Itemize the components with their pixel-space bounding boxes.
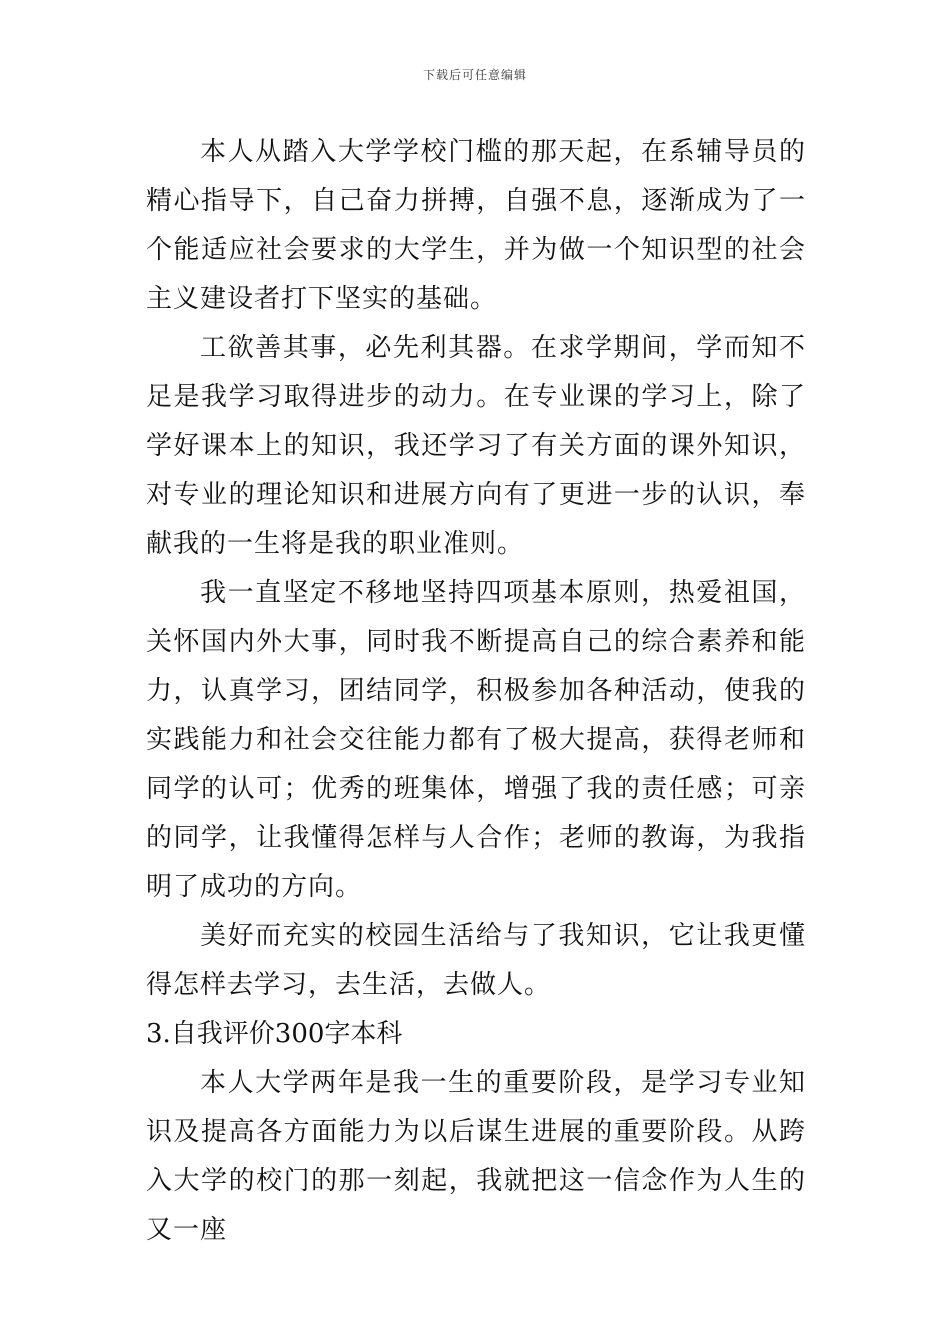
section-paragraph: 本人大学两年是我一生的重要阶段，是学习专业知识及提高各方面能力为以后谋生进展的重要阶段。从跨入大学的校门的那一刻起，我就把这一信念作为人生的又一座: [146, 1068, 806, 1245]
paragraph-1: 本人从踏入大学学校门槛的那天起，在系辅导员的精心指导下，自己奋力拼搏，自强不息，逐渐成为了一个能适应社会要求的大学生，并为做一个知识型的社会主义建设者打下坚实的基础。: [146, 137, 806, 314]
paragraph-3: 我一直坚定不移地坚持四项基本原则，热爱祖国，关怀国内外大事，同时我不断提高自己的综合素养和能力，认真学习，团结同学，积极参加各种活动，使我的实践能力和社会交往能力都有了极大提高，获得老师和同学的认可；优秀的班集体，增强了我的责任感；可亲的同学，让我懂得怎样与人合作；老师的教诲，为我指明了成功的方向。: [146, 578, 806, 902]
paragraph-2: 工欲善其事，必先利其器。在求学期间，学而知不足是我学习取得进步的动力。在专业课的学习上，除了学好课本上的知识，我还学习了有关方面的课外知识，对专业的理论知识和进展方向有了更进一步的认识，奉献我的一生将是我的职业准则。: [146, 333, 806, 559]
paragraph-4: 美好而充实的校园生活给与了我知识，它让我更懂得怎样去学习，去生活，去做人。: [146, 921, 806, 1000]
section-heading: 3.自我评价300字本科: [146, 1019, 403, 1049]
document-body: [146, 128, 806, 1255]
header-note: 下载后可任意编辑: [422, 68, 527, 82]
